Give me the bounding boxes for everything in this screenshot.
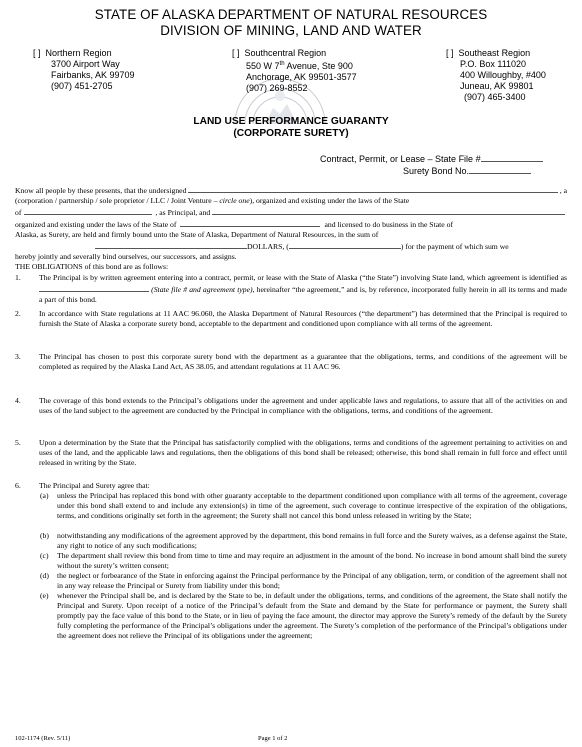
amount-number-input[interactable] <box>289 240 401 249</box>
agreement-id-input[interactable] <box>39 283 149 292</box>
obligation-3: 3. The Principal has chosen to post this corporate surety bond with the department as a guarantee that the obligations, terms, and conditions of the agreement will be completed as required by the Alaska Land Act, AS 38.05, and attendant regulations at 11 AAC 96. <box>15 352 567 371</box>
amount-words-input[interactable] <box>95 240 247 249</box>
surety-bond-field: Surety Bond No. <box>403 164 531 176</box>
region-northern: [ ] Northern Region 3700 Airport Way Fairbanks, AK 99709 (907) 451-2705 <box>33 48 135 91</box>
obligation-6: 6. The Principal and Surety agree that: <box>15 481 150 490</box>
checkbox[interactable]: [ ] <box>232 48 240 58</box>
region-southcentral: [ ] Southcentral Region 550 W 7th Avenue, Ste 900 Anchorage, AK 99501-3577 (907) 269-8552 <box>232 48 357 93</box>
state-file-field: Contract, Permit, or Lease – State File # <box>320 152 543 164</box>
obligations-heading: THE OBLIGATIONS of this bond are as follows: <box>15 262 169 271</box>
intro-paragraph: Know all people by these presents, that the undersigned , a (corporation / partnership / sole proprietor / LLC / Joint Venture – circle one), organized and existing under the laws of the State of , as Principal, and organized and existing under the laws of the State of and licensed to do business in the State of Alaska, as Surety, are held and firmly bound unto the State of Alaska, Department of Natural Resources, in the sum of DOLLARS, ( ) for the payment of which sum we hereby jointly and severally bind ourselves, our successors, and assigns. <box>15 186 567 261</box>
obligation-4: 4. The coverage of this bond extends to the Principal’s obligations under the agreement and under applicable laws and regulations, to assure that all of the activities on and uses of the land subject to the agreement are conducted by the Principal in compliance with the obligations, terms, and conditions of the agreement. <box>15 396 567 415</box>
division-title: DIVISION OF MINING, LAND AND WATER <box>160 23 422 38</box>
obligation-1: 1. The Principal is by written agreement entering into a contract, permit, or lease with the State of Alaska (“the State”) involving State land, which agreement is identified as (State file # and agreement type), hereinafter “the agreement,” and is, by reference, incorporated fully herein in all its terms and made a part of this bond. <box>15 273 567 304</box>
form-title: LAND USE PERFORMANCE GUARANTY <box>193 116 389 127</box>
surety-name-input[interactable] <box>212 206 565 215</box>
principal-name-input[interactable] <box>188 184 557 193</box>
surety-state-input[interactable] <box>180 218 320 227</box>
subitem-d: (d) the neglect or forbearance of the State in enforcing against the Principal performance by the Principal of any obligation, term, or condition of the agreement shall not in any way release the Principal or Surety from liability under this bond; <box>40 571 567 590</box>
subitem-a: (a) unless the Principal has replaced this bond with other guaranty acceptable to the department conditioned upon compliance with all terms of the agreement, coverage under this bond shall extend to and include any extension(s) in time of the agreement, such coverage to continue irrespective of the expiration of the obligations, terms, and conditions originally set forth in the agreement; the Surety shall not cancel this bond unless released in writing by the State; <box>40 491 567 520</box>
obligation-2: 2. In accordance with State regulations at 11 AAC 96.060, the Alaska Department of Natural Resources (“the department”) has determined that the Principal is required to furnish the State of Alaska a corporate surety bond, acceptable to the department and conditioned upon compliance with all terms of the agreement. <box>15 309 567 328</box>
page-number: Page 1 of 2 <box>258 735 288 742</box>
obligation-5: 5. Upon a determination by the State that the Principal has satisfactorily complied with the obligations, terms and conditions of the agreement pertaining to activities on and uses of the land, and the applicable laws and regulations, then the obligations of this bond shall be released; otherwise, this bond shall remain in full force and effect until released in writing by the State. <box>15 438 567 467</box>
form-subtitle: (CORPORATE SURETY) <box>233 128 349 139</box>
agency-title: STATE OF ALASKA DEPARTMENT OF NATURAL RESOURCES <box>94 7 488 22</box>
surety-bond-input[interactable] <box>469 164 531 174</box>
checkbox[interactable]: [ ] <box>446 48 454 58</box>
region-southeast: [ ] Southeast Region P.O. Box 111020 400 Willoughby, #400 Juneau, AK 99801 (907) 465-3400 <box>446 48 546 102</box>
form-number: 102-1174 (Rev. 5/11) <box>15 735 71 742</box>
principal-state-input[interactable] <box>24 206 152 215</box>
subitem-b: (b) notwithstanding any modifications of the agreement approved by the department, this bond remains in full force and the Surety waives, as a defense against the State, any right to notice of any such modifications; <box>40 531 567 550</box>
subitem-e: (e) whenever the Principal shall be, and is declared by the State to be, in default under the obligations, terms, and conditions of the agreement, the State shall notify the Principal and Surety. Upon receipt of a notice of the Principal’s default from the State and demand by the State for performance or payment, the Surety shall promptly pay the face value of this bond to the State, or in lieu of paying the face amount, the director may approve the Surety’s remedy of the default by the Surety fully completing the performance of the Principal’s obligations under the agreement. The Surety’s completion of the performance of the Principal’s obligations under the agreement does not relieve the Principal of its obligations under the agreement; <box>40 591 567 640</box>
checkbox[interactable]: [ ] <box>33 48 41 58</box>
state-file-input[interactable] <box>481 152 543 162</box>
subitem-c: (c) The department shall review this bond from time to time and may require an adjustment in the amount of the bond. No increase in bond amount shall bind the surety without the surety’s written consent; <box>40 551 567 570</box>
